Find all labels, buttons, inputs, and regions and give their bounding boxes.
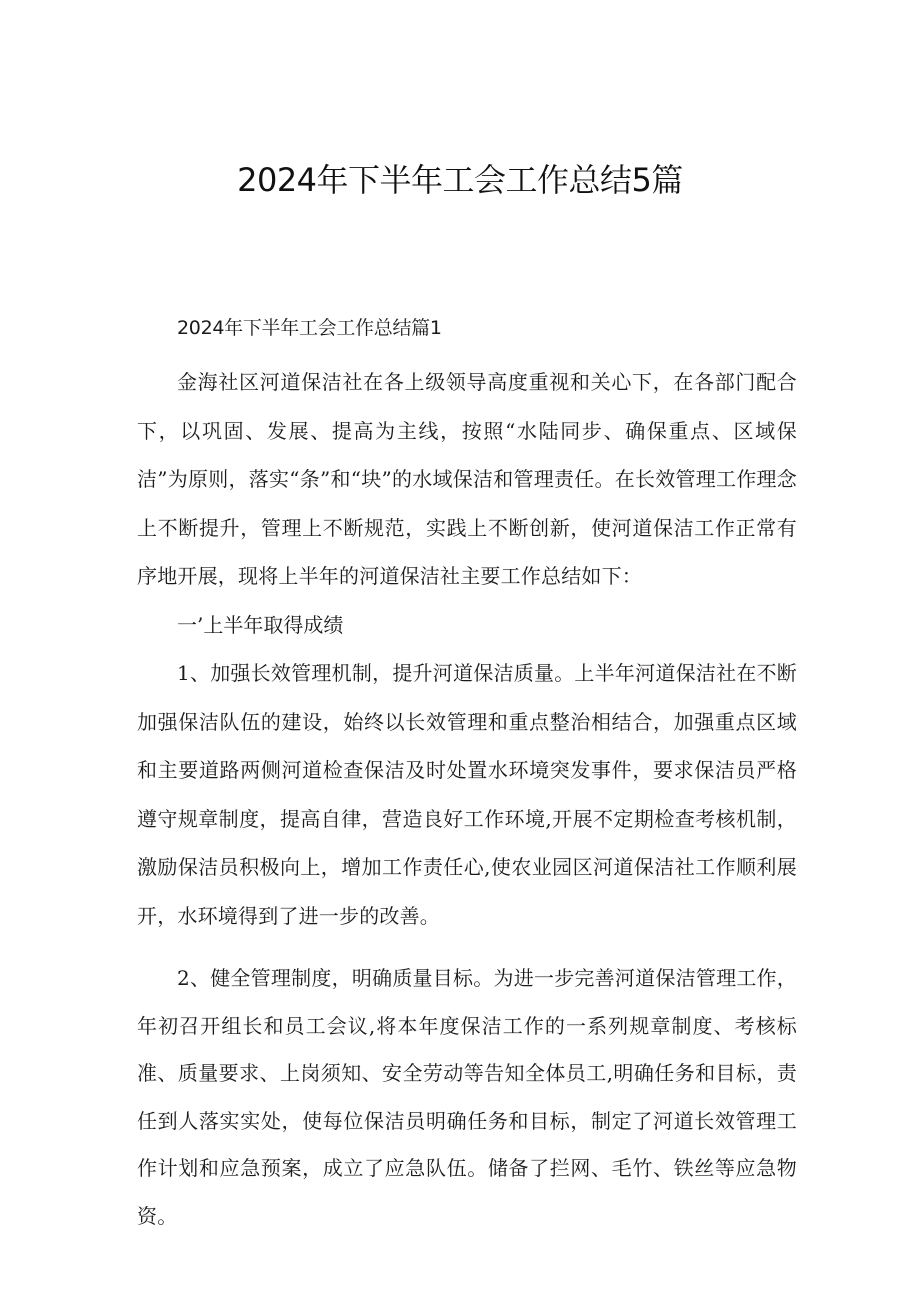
intro-paragraph: 金海社区河道保洁社在各上级领导高度重视和关心下，在各部门配合下，以巩固、发展、提高为主线，按照“水陆同步、确保重点、区域保洁”为原则，落实“条”和“块”的水域保洁和管理责任。在长效管理工作理念上不断提升，管理上不断规范，实践上不断创新，使河道保洁工作正常有序地开展，现将上半年的河道保洁社主要工作总结如下： — [137, 370, 797, 588]
document-body — [137, 313, 797, 1240]
document-title: 2024年下半年工会工作总结5篇 — [237, 161, 683, 199]
section-heading-achievements: 一’上半年取得成绩 — [177, 612, 344, 637]
section-title: 2024年下半年工会工作总结篇1 — [177, 317, 442, 339]
paragraph-gap — [137, 940, 797, 955]
paragraph-item-2: 2、健全管理制度，明确质量目标。为进一步完善河道保洁管理工作，年初召开组长和员工会议,将本年度保洁工作的一系列规章制度、考核标准、质量要求、上岗须知、安全劳动等告知全体员工,明确任务和目标，责任到人落实实处，使每位保洁员明确任务和目标，制定了河道长效管理工作计划和应急预案，成立了应急队伍。储备了拦网、毛竹、铁丝等应急物资。 — [137, 966, 797, 1228]
paragraph-item-1: 1、加强长效管理机制，提升河道保洁质量。上半年河道保洁社在不断加强保洁队伍的建设，始终以长效管理和重点整治相结合，加强重点区域和主要道路两侧河道检查保洁及时处置水环境突发事件，要求保洁员严格遵守规章制度，提高自律，营造良好工作环境,开展不定期检查考核机制，激励保洁员积极向上，增加工作责任心,使农业园区河道保洁社工作顺利展开，水环境得到了进一步的改善。 — [137, 661, 797, 928]
